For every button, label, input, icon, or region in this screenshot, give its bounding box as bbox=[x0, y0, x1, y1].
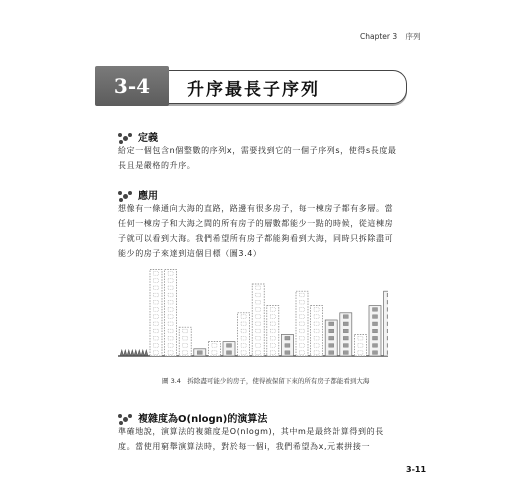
page-number: 3-11 bbox=[406, 465, 427, 474]
building-window bbox=[154, 279, 159, 283]
building-window bbox=[358, 336, 363, 340]
building-window bbox=[314, 351, 319, 355]
building-window bbox=[285, 344, 290, 348]
houses-illustration bbox=[118, 258, 388, 366]
building-window bbox=[256, 315, 261, 319]
building-window bbox=[241, 351, 246, 355]
building-window bbox=[154, 286, 159, 290]
building-window bbox=[154, 300, 159, 304]
building-2 bbox=[165, 270, 177, 356]
building-window bbox=[300, 351, 305, 355]
building-window bbox=[314, 336, 319, 340]
building-window bbox=[154, 322, 159, 326]
building-window bbox=[343, 336, 348, 340]
building-window bbox=[314, 315, 319, 319]
building-window bbox=[387, 351, 388, 355]
building-11 bbox=[296, 291, 308, 356]
building-window bbox=[154, 344, 159, 348]
building-window bbox=[343, 344, 348, 348]
building-window bbox=[256, 336, 261, 340]
building-window bbox=[387, 322, 388, 326]
definition-paragraph: 給定一個包含n個整數的序列x，需要找到它的一個子序列s，使得s長度最長且是嚴格的升序。 bbox=[118, 146, 397, 170]
building-window bbox=[256, 351, 261, 355]
algorithm-paragraph: 準確地說，演算法的複雜度是O(nlogm)，其中m是最終計算得到的長度。當使用窮舉演算法時，對於每一個i，我們希望為x,元素拼接一 bbox=[118, 427, 384, 451]
section-title-banner bbox=[95, 66, 405, 108]
section-number: 3-4 bbox=[95, 66, 169, 106]
building-window bbox=[270, 329, 275, 333]
molecule-icon bbox=[118, 191, 132, 201]
building-window bbox=[300, 308, 305, 312]
building-window bbox=[300, 322, 305, 326]
building-1 bbox=[150, 270, 162, 356]
building-window bbox=[373, 315, 378, 319]
building-window bbox=[329, 329, 334, 333]
building-15 bbox=[354, 334, 366, 356]
building-window bbox=[387, 336, 388, 340]
building-window bbox=[241, 344, 246, 348]
application-heading-text: 應用 bbox=[138, 191, 158, 202]
building-window bbox=[314, 308, 319, 312]
building-window bbox=[154, 336, 159, 340]
building-window bbox=[183, 344, 188, 348]
building-window bbox=[343, 322, 348, 326]
building-13 bbox=[325, 320, 337, 356]
building-window bbox=[300, 329, 305, 333]
section-title: 升序最長子序列 bbox=[187, 80, 320, 100]
building-10 bbox=[281, 334, 293, 356]
building-window bbox=[168, 279, 173, 283]
building-window bbox=[285, 336, 290, 340]
building-window bbox=[241, 336, 246, 340]
building-window bbox=[168, 329, 173, 333]
building-window bbox=[241, 315, 246, 319]
building-window bbox=[373, 336, 378, 340]
building-window bbox=[212, 344, 217, 348]
building-window bbox=[168, 286, 173, 290]
molecule-icon bbox=[118, 414, 132, 424]
building-window bbox=[270, 344, 275, 348]
building-window bbox=[387, 344, 388, 348]
building-window bbox=[300, 315, 305, 319]
chapter-label: Chapter 3 bbox=[360, 32, 398, 41]
building-window bbox=[256, 300, 261, 304]
building-window bbox=[373, 329, 378, 333]
building-9 bbox=[267, 306, 279, 356]
building-window bbox=[270, 315, 275, 319]
building-window bbox=[300, 300, 305, 304]
building-window bbox=[168, 272, 173, 276]
algorithm-heading bbox=[118, 410, 267, 425]
building-window bbox=[300, 336, 305, 340]
building-window bbox=[270, 336, 275, 340]
building-window bbox=[343, 315, 348, 319]
building-window bbox=[241, 329, 246, 333]
definition-heading bbox=[118, 129, 158, 144]
building-window bbox=[241, 322, 246, 326]
figure-3-4 bbox=[118, 258, 388, 366]
building-window bbox=[183, 336, 188, 340]
building-window bbox=[373, 308, 378, 312]
building-window bbox=[329, 336, 334, 340]
building-window bbox=[168, 293, 173, 297]
application-heading bbox=[118, 187, 158, 202]
building-window bbox=[314, 329, 319, 333]
building-14 bbox=[340, 313, 352, 356]
building-window bbox=[154, 315, 159, 319]
building-window bbox=[212, 351, 217, 355]
building-5 bbox=[208, 342, 220, 356]
running-header bbox=[360, 31, 421, 42]
building-window bbox=[168, 344, 173, 348]
building-window bbox=[270, 322, 275, 326]
building-window bbox=[270, 308, 275, 312]
building-window bbox=[358, 351, 363, 355]
building-window bbox=[256, 293, 261, 297]
building-17 bbox=[384, 291, 388, 356]
building-window bbox=[329, 344, 334, 348]
chapter-title: 序列 bbox=[405, 32, 421, 41]
building-window bbox=[168, 336, 173, 340]
grass-mark bbox=[120, 350, 148, 356]
building-window bbox=[373, 351, 378, 355]
building-window bbox=[387, 293, 388, 297]
building-16 bbox=[369, 306, 381, 356]
building-window bbox=[256, 329, 261, 333]
building-window bbox=[329, 351, 334, 355]
building-window bbox=[314, 344, 319, 348]
building-window bbox=[387, 300, 388, 304]
application-paragraph: 想像有一條通向大海的直路，路邊有很多房子，每一棟房子都有多層。當任何一棟房子和大海之間的所有房子的層數都能少一點的時候，從這棟房子就可以看到大海。我們希望所有房子都能夠看到大海，同時只拆除盡可能少的房子來達到這個目標（圖3.4） bbox=[118, 204, 394, 258]
building-window bbox=[300, 293, 305, 297]
building-12 bbox=[311, 306, 323, 356]
building-window bbox=[168, 351, 173, 355]
building-window bbox=[183, 329, 188, 333]
building-window bbox=[373, 344, 378, 348]
building-6 bbox=[223, 342, 235, 356]
building-window bbox=[256, 322, 261, 326]
algorithm-heading-text: 複雜度為O(nlogn)的演算法 bbox=[138, 414, 268, 425]
building-window bbox=[183, 351, 188, 355]
building-window bbox=[373, 322, 378, 326]
building-window bbox=[168, 300, 173, 304]
building-window bbox=[270, 351, 275, 355]
building-window bbox=[227, 351, 232, 355]
building-window bbox=[256, 308, 261, 312]
building-window bbox=[387, 329, 388, 333]
building-window bbox=[329, 322, 334, 326]
building-window bbox=[387, 315, 388, 319]
building-4 bbox=[194, 349, 206, 356]
building-window bbox=[154, 272, 159, 276]
building-window bbox=[168, 315, 173, 319]
building-window bbox=[168, 322, 173, 326]
building-window bbox=[154, 329, 159, 333]
building-window bbox=[154, 351, 159, 355]
molecule-icon bbox=[118, 133, 132, 143]
building-window bbox=[256, 286, 261, 290]
figure-caption: 圖 3.4 拆除盡可能少的房子，使得被保留下來的所有房子都能看到大海 bbox=[162, 377, 370, 385]
building-window bbox=[154, 293, 159, 297]
building-8 bbox=[252, 284, 264, 356]
building-outline bbox=[340, 313, 352, 356]
building-window bbox=[343, 351, 348, 355]
building-window bbox=[285, 351, 290, 355]
building-window bbox=[387, 308, 388, 312]
building-outline bbox=[238, 313, 250, 356]
building-window bbox=[154, 308, 159, 312]
building-window bbox=[314, 322, 319, 326]
building-window bbox=[168, 308, 173, 312]
building-window bbox=[227, 344, 232, 348]
building-3 bbox=[179, 327, 191, 356]
building-window bbox=[358, 344, 363, 348]
building-window bbox=[343, 329, 348, 333]
definition-heading-text: 定義 bbox=[138, 133, 158, 144]
building-window bbox=[197, 351, 202, 355]
building-window bbox=[256, 344, 261, 348]
building-7 bbox=[238, 313, 250, 356]
building-window bbox=[300, 344, 305, 348]
